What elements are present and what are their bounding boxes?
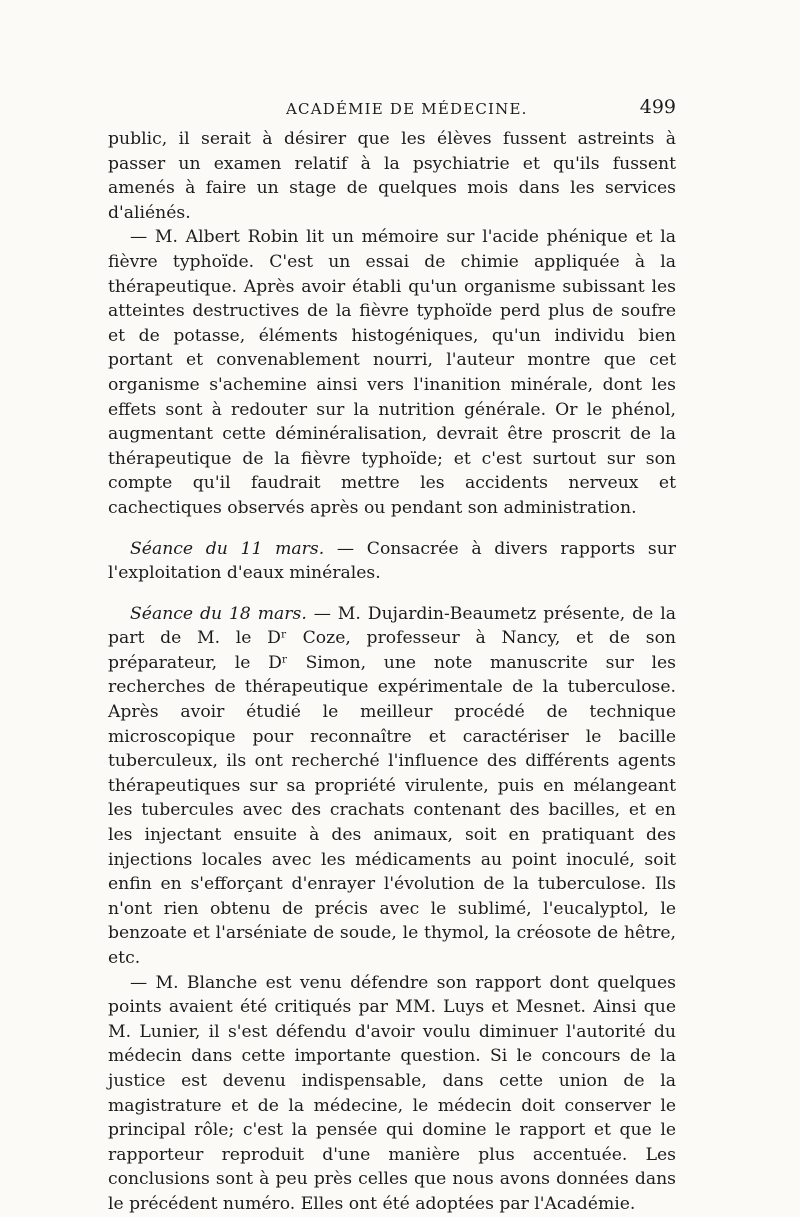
running-title: ACADÉMIE DE MÉDECINE.: [286, 100, 528, 118]
page-number: 499: [639, 96, 676, 118]
seance-date: Séance du 11 mars.: [130, 538, 325, 559]
paragraph-continuation: public, il serait à désirer que les élèves fussent astreints à passer un examen relatif à la psychiatrie et qu'ils fussent amenés à faire un stage de quelques mois dans les services d'aliénés.: [108, 129, 676, 223]
paragraph-robin-memoire: — M. Albert Robin lit un mémoire sur l'acide phénique et la fièvre typhoïde. C'est un essai de chimie appliquée à la thérapeutique. Après avoir établi qu'un organisme subissant les atteintes destructives de la fièvre typhoïde perd plus de soufre et de potasse, éléments histogéniques, qu'un individu bien portant et convenablement nourri, l'auteur montre que cet organisme s'achemine ainsi vers l'inanition minérale, dont les effets sont à redouter sur la nutrition générale. Or le phénol, augmentant cette déminéralisation, devrait être proscrit de la thérapeutique de la fièvre typhoïde; et c'est surtout sur son compte qu'il faudrait mettre les accidents nerveux et cachectiques observés après ou pendant son administration.: [108, 227, 676, 518]
body-text: [108, 127, 676, 1217]
running-header: [108, 96, 676, 124]
paragraph-seance-11-mars: Séance du 11 mars. — Consacrée à divers rapports sur l'exploitation d'eaux minérales.: [108, 538, 676, 584]
paragraph-seance-18-mars: Séance du 18 mars. — M. Dujardin-Beaumetz présente, de la part de M. le Dʳ Coze, professeur à Nancy, et de son préparateur, le Dʳ Simon, une note manuscrite sur les recherches de thérapeutique expérimentale de la tuberculose. Après avoir étudié le meilleur procédé de technique microscopique pour reconnaître et caractériser le bacille tuberculeux, ils ont recherché l'influence des différents agents thérapeutiques sur sa propriété virulente, puis en mélangeant les tubercules avec des crachats contenant des bacilles, et en les injectant ensuite à des animaux, soit en pratiquant des injections locales avec les médicaments au point inoculé, soit enfin en s'efforçant d'enrayer l'évolution de la tuberculose. Ils n'ont rien obtenu de précis avec le sublimé, l'eucalyptol, le benzoate et l'arséniate de soude, le thymol, la créosote de hêtre, etc.: [108, 603, 677, 968]
seance-date: Séance du 18 mars.: [130, 603, 307, 624]
paragraph-blanche-rapport: — M. Blanche est venu défendre son rapport dont quelques points avaient été critiqués par MM. Luys et Mesnet. Ainsi que M. Lunier, il s'est défendu d'avoir voulu diminuer l'autorité du médecin dans cette importante question. Si le concours de la justice est devenu indispensable, dans cette union de la magistrature et de la médecine, le médecin doit conserver le principal rôle; c'est la pensée qui domine le rapport et que le rapporteur reproduit d'une manière plus accentuée. Les conclusions sont à peu près celles que nous avons données dans le précédent numéro. Elles ont été adoptées par l'Académie.: [108, 972, 676, 1214]
